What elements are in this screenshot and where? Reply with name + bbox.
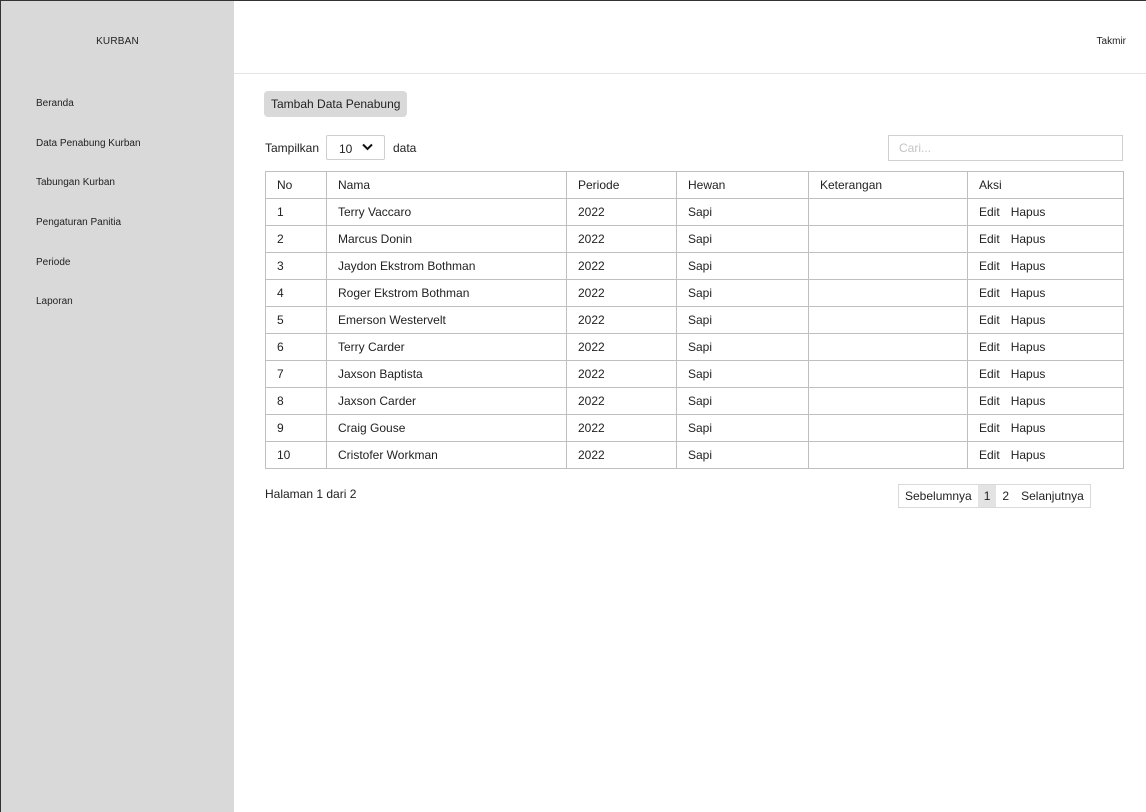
sidebar-item-pengaturan-panitia[interactable]: Pengaturan Panitia (36, 217, 122, 228)
edit-link[interactable]: Edit (979, 448, 1000, 462)
edit-link[interactable]: Edit (979, 286, 1000, 300)
top-header (234, 1, 1146, 74)
pagination-page-1[interactable]: 1 (978, 485, 997, 507)
table-row (266, 442, 1124, 469)
cell-aksi (968, 307, 1124, 334)
brand-logo[interactable]: KURBAN (96, 36, 139, 47)
cell-hewan: Sapi (677, 226, 809, 253)
cell-nama: Emerson Westervelt (327, 307, 567, 334)
cell-no: 9 (266, 415, 327, 442)
cell-no: 6 (266, 334, 327, 361)
cell-keterangan (809, 334, 968, 361)
add-penabung-button[interactable]: Tambah Data Penabung (264, 91, 407, 117)
window-border-left (0, 0, 1, 812)
cell-hewan: Sapi (677, 442, 809, 469)
column-header-hewan: Hewan (677, 172, 809, 199)
table-row (266, 307, 1124, 334)
chevron-down-icon (362, 143, 373, 151)
table-row (266, 199, 1124, 226)
cell-keterangan (809, 307, 968, 334)
sidebar-item-tabungan-kurban[interactable]: Tabungan Kurban (36, 177, 115, 188)
table-row (266, 253, 1124, 280)
column-header-periode: Periode (567, 172, 677, 199)
search-input[interactable] (888, 135, 1123, 161)
pagination (898, 484, 1091, 508)
cell-no: 1 (266, 199, 327, 226)
cell-hewan: Sapi (677, 334, 809, 361)
cell-aksi (968, 361, 1124, 388)
sidebar-item-laporan[interactable]: Laporan (36, 296, 73, 307)
page-info: Halaman 1 dari 2 (265, 487, 357, 501)
cell-keterangan (809, 226, 968, 253)
hapus-link[interactable]: Hapus (1010, 421, 1046, 435)
page-size-select[interactable] (326, 135, 385, 160)
hapus-link[interactable]: Hapus (1010, 394, 1046, 408)
edit-link[interactable]: Edit (979, 340, 1000, 354)
cell-periode: 2022 (567, 307, 677, 334)
table-row (266, 415, 1124, 442)
edit-link[interactable]: Edit (979, 367, 1000, 381)
cell-no: 7 (266, 361, 327, 388)
cell-aksi (968, 199, 1124, 226)
cell-no: 3 (266, 253, 327, 280)
cell-keterangan (809, 280, 968, 307)
cell-periode: 2022 (567, 226, 677, 253)
table-header-row (266, 172, 1124, 199)
cell-nama: Cristofer Workman (327, 442, 567, 469)
sidebar-item-beranda[interactable]: Beranda (36, 98, 74, 109)
cell-aksi (968, 226, 1124, 253)
hapus-link[interactable]: Hapus (1010, 205, 1046, 219)
edit-link[interactable]: Edit (979, 394, 1000, 408)
cell-periode: 2022 (567, 388, 677, 415)
cell-no: 10 (266, 442, 327, 469)
cell-periode: 2022 (567, 199, 677, 226)
edit-link[interactable]: Edit (979, 259, 1000, 273)
edit-link[interactable]: Edit (979, 313, 1000, 327)
cell-hewan: Sapi (677, 253, 809, 280)
cell-aksi (968, 442, 1124, 469)
column-header-aksi: Aksi (968, 172, 1124, 199)
cell-periode: 2022 (567, 442, 677, 469)
cell-hewan: Sapi (677, 199, 809, 226)
cell-nama: Jaxson Baptista (327, 361, 567, 388)
edit-link[interactable]: Edit (979, 421, 1000, 435)
cell-aksi (968, 253, 1124, 280)
cell-periode: 2022 (567, 361, 677, 388)
hapus-link[interactable]: Hapus (1010, 259, 1046, 273)
cell-nama: Marcus Donin (327, 226, 567, 253)
cell-nama: Terry Vaccaro (327, 199, 567, 226)
sidebar (1, 1, 234, 812)
page-size-value: 10 (339, 142, 353, 156)
sidebar-item-data-penabung-kurban[interactable]: Data Penabung Kurban (36, 138, 141, 149)
cell-periode: 2022 (567, 280, 677, 307)
cell-no: 2 (266, 226, 327, 253)
user-menu[interactable]: Takmir (1096, 36, 1126, 47)
cell-hewan: Sapi (677, 415, 809, 442)
cell-aksi (968, 334, 1124, 361)
column-header-nama: Nama (327, 172, 567, 199)
hapus-link[interactable]: Hapus (1010, 286, 1046, 300)
column-header-keterangan: Keterangan (809, 172, 968, 199)
hapus-link[interactable]: Hapus (1010, 340, 1046, 354)
cell-no: 8 (266, 388, 327, 415)
cell-nama: Craig Gouse (327, 415, 567, 442)
window-border-top (0, 0, 1146, 1)
cell-keterangan (809, 361, 968, 388)
table-row (266, 280, 1124, 307)
cell-keterangan (809, 442, 968, 469)
column-header-no: No (266, 172, 327, 199)
cell-nama: Roger Ekstrom Bothman (327, 280, 567, 307)
edit-link[interactable]: Edit (979, 232, 1000, 246)
pagination-next-button[interactable]: Selanjutnya (1021, 489, 1084, 503)
cell-no: 4 (266, 280, 327, 307)
hapus-link[interactable]: Hapus (1010, 367, 1046, 381)
pagination-page-2[interactable]: 2 (1002, 489, 1010, 503)
table-row (266, 388, 1124, 415)
data-label: data (393, 141, 417, 155)
cell-no: 5 (266, 307, 327, 334)
pagination-prev-button[interactable]: Sebelumnya (905, 489, 972, 503)
table-row (266, 361, 1124, 388)
cell-hewan: Sapi (677, 388, 809, 415)
cell-aksi (968, 415, 1124, 442)
cell-hewan: Sapi (677, 307, 809, 334)
cell-periode: 2022 (567, 334, 677, 361)
cell-hewan: Sapi (677, 280, 809, 307)
cell-nama: Terry Carder (327, 334, 567, 361)
cell-nama: Jaydon Ekstrom Bothman (327, 253, 567, 280)
cell-keterangan (809, 415, 968, 442)
penabung-table (265, 171, 1124, 469)
cell-nama: Jaxson Carder (327, 388, 567, 415)
cell-aksi (968, 388, 1124, 415)
hapus-link[interactable]: Hapus (1010, 232, 1046, 246)
cell-hewan: Sapi (677, 361, 809, 388)
cell-keterangan (809, 253, 968, 280)
table-row (266, 226, 1124, 253)
cell-periode: 2022 (567, 253, 677, 280)
edit-link[interactable]: Edit (979, 205, 1000, 219)
hapus-link[interactable]: Hapus (1010, 448, 1046, 462)
cell-periode: 2022 (567, 415, 677, 442)
table-row (266, 334, 1124, 361)
cell-keterangan (809, 388, 968, 415)
show-entries-label: Tampilkan (265, 141, 320, 155)
hapus-link[interactable]: Hapus (1010, 313, 1046, 327)
sidebar-item-periode[interactable]: Periode (36, 257, 71, 268)
cell-aksi (968, 280, 1124, 307)
cell-keterangan (809, 199, 968, 226)
